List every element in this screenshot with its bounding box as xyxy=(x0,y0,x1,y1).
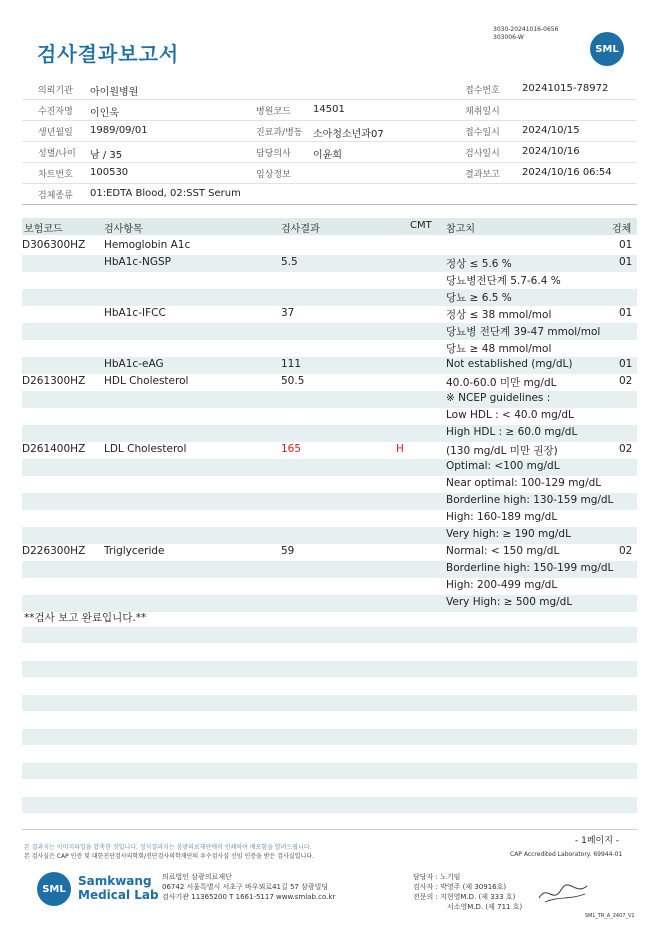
row-item: HbA1c-NGSP xyxy=(104,256,171,268)
row-code: D261300HZ xyxy=(22,375,86,387)
row-spec: 02 xyxy=(619,545,633,557)
tester-label: 검사자 : xyxy=(413,883,438,891)
empty-row-shade xyxy=(22,695,637,711)
report-code-1: 3030-20241016-0656 xyxy=(493,26,559,33)
row-item: LDL Cholesterol xyxy=(104,443,187,455)
info-row-2 xyxy=(22,100,637,121)
test-date-label: 검사일시 xyxy=(465,149,500,159)
lab-address: 06742 서울특별시 서초구 바우뫼로41길 57 삼광빌딩 xyxy=(162,883,329,891)
lab-name-line2: Medical Lab xyxy=(78,888,159,902)
row-code: D306300HZ xyxy=(22,239,86,251)
empty-row-shade xyxy=(22,797,637,813)
col-spec: 검체 xyxy=(612,224,632,235)
lab-address-block xyxy=(162,872,335,902)
col-cmt: CMT xyxy=(410,220,432,231)
row-ref: ※ NCEP guidelines : xyxy=(446,392,551,404)
row-ref: Borderline high: 130-159 mg/dL xyxy=(446,494,614,506)
staff-label: 담당자 : xyxy=(413,873,438,881)
hospital-code-value: 14501 xyxy=(313,104,345,115)
row-ref: High: 160-189 mg/dL xyxy=(446,511,558,523)
receipt-no-value: 20241015-78972 xyxy=(522,83,609,94)
row-spec: 02 xyxy=(619,375,633,387)
col-code: 보험코드 xyxy=(24,224,63,235)
signature xyxy=(535,878,595,908)
col-ref: 참고치 xyxy=(446,224,475,235)
lab-name-line1: Samkwang xyxy=(78,874,152,888)
tester-name: 박영주 (제 30916호) xyxy=(440,883,507,891)
row-ref: 정상 ≤ 38 mmol/mol xyxy=(446,309,552,321)
row-ref: 당뇨병전단계 5.7-6.4 % xyxy=(446,275,561,287)
institution-label: 의뢰기관 xyxy=(38,86,73,96)
row-item: Hemoglobin A1c xyxy=(104,239,191,251)
test-date-value: 2024/10/16 xyxy=(522,146,580,157)
org-name: 의료법인 삼광의료재단 xyxy=(162,873,232,881)
row-ref: Near optimal: 100-129 mg/dL xyxy=(446,477,602,489)
receipt-date-label: 접수일시 xyxy=(465,128,500,138)
row-item: HbA1c-IFCC xyxy=(104,307,166,319)
receipt-no-label: 접수번호 xyxy=(465,86,500,96)
chart-label: 차트번호 xyxy=(38,170,73,180)
info-row-6 xyxy=(22,184,637,205)
form-code: SML_TR_A_2407_V1 xyxy=(585,913,635,919)
row-code: D261400HZ xyxy=(22,443,86,455)
specialist-1: 지현영M.D. (제 333 호) xyxy=(440,893,516,901)
row-ref: Low HDL : < 40.0 mg/dL xyxy=(446,409,574,421)
specimen-value: 01:EDTA Blood, 02:SST Serum xyxy=(90,188,241,199)
specimen-label: 검체종류 xyxy=(38,191,73,201)
row-ref: Borderline high: 150-199 mg/dL xyxy=(446,562,614,574)
row-spec: 02 xyxy=(619,443,633,455)
empty-row-shade xyxy=(22,763,637,779)
row-item: Triglyceride xyxy=(104,545,165,557)
row-ref: Not established (mg/dL) xyxy=(446,358,573,370)
lab-registration: 검사기관 11365200 T 1661-5117 www.smlab.co.kr xyxy=(162,893,336,901)
row-result: 37 xyxy=(281,307,295,319)
row-shade xyxy=(22,289,637,306)
row-result: 59 xyxy=(281,545,295,557)
specialist-2: 서소영M.D. (제 711 호) xyxy=(447,903,523,911)
report-date-value: 2024/10/16 06:54 xyxy=(522,167,612,178)
row-result: 50.5 xyxy=(281,375,305,387)
row-ref: 정상 ≤ 5.6 % xyxy=(446,258,512,270)
row-ref: 당뇨 ≥ 48 mmol/mol xyxy=(446,343,552,355)
report-date-label: 결과보고 xyxy=(465,170,500,180)
row-ref: High: 200-499 mg/dL xyxy=(446,579,558,591)
row-spec: 01 xyxy=(619,239,633,251)
footer-logo-icon: SML xyxy=(37,872,71,906)
institution-value: 아이원병원 xyxy=(90,87,139,98)
report-codes xyxy=(493,26,558,42)
footer-divider xyxy=(22,829,637,830)
info-row-5 xyxy=(22,163,637,184)
info-row-3 xyxy=(22,121,637,142)
footer-note-1: 본 결과지는 이미지파일을 압축한 것입니다. 정식결과지는 삼광의료재단에서 인쇄하여 배포함을 알려드립니다. xyxy=(24,844,312,851)
row-ref: High HDL : ≥ 60.0 mg/dL xyxy=(446,426,578,438)
empty-row-shade xyxy=(22,627,637,643)
collect-date-label: 채취일시 xyxy=(465,107,500,117)
row-ref: Optimal: <100 mg/dL xyxy=(446,460,560,472)
doctor-value: 이윤희 xyxy=(313,150,342,161)
info-row-4 xyxy=(22,142,637,163)
lab-name xyxy=(78,874,159,902)
birth-label: 생년월일 xyxy=(38,128,73,138)
row-spec: 01 xyxy=(619,307,633,319)
staff-name: 노기임 xyxy=(440,873,461,881)
sex-age-label: 성별/나이 xyxy=(38,149,76,159)
page-number: - 1페이지 - xyxy=(575,836,620,846)
row-ref: Very High: ≥ 500 mg/dL xyxy=(446,596,573,608)
hospital-code-label: 병원코드 xyxy=(256,107,291,117)
row-ref: (130 mg/dL 미만 권장) xyxy=(446,445,558,457)
dept-label: 진료과/병동 xyxy=(256,128,303,138)
row-spec: 01 xyxy=(619,256,633,268)
chart-value: 100530 xyxy=(90,167,129,178)
info-row-1 xyxy=(22,79,637,100)
row-result: 5.5 xyxy=(281,256,298,268)
page-title: 검사결과보고서 xyxy=(37,42,180,66)
footer-note-2: 본 검사실은 CAP 인증 및 대한진단검사의학회/진단검사의학재단의 우수검사실 신임 인증을 받은 검사실입니다. xyxy=(24,853,314,860)
row-item: HbA1c-eAG xyxy=(104,358,164,370)
row-ref: Normal: < 150 mg/dL xyxy=(446,545,560,557)
staff-block xyxy=(413,872,522,912)
row-cmt: H xyxy=(396,443,404,455)
specialist-label: 전문의 : xyxy=(413,893,438,901)
empty-row-shade xyxy=(22,729,637,745)
cap-accreditation: CAP Accredited Laboratory. 69944-01 xyxy=(510,851,623,858)
col-item: 검사항목 xyxy=(104,224,143,235)
receipt-date-value: 2024/10/15 xyxy=(522,125,580,136)
clinical-label: 임상정보 xyxy=(256,170,291,180)
patient-label: 수진자명 xyxy=(38,107,73,117)
row-spec: 01 xyxy=(619,358,633,370)
patient-value: 이인욱 xyxy=(90,108,119,119)
report-code-2: 303006-W xyxy=(493,34,524,41)
doctor-label: 담당의사 xyxy=(256,149,291,159)
row-ref: Very high: ≥ 190 mg/dL xyxy=(446,528,571,540)
row-result: 111 xyxy=(281,358,302,370)
col-result: 검사결과 xyxy=(281,224,320,235)
row-ref: 40.0-60.0 미만 mg/dL xyxy=(446,377,557,389)
results-table-header xyxy=(22,218,637,235)
sex-age-value: 남 / 35 xyxy=(90,150,123,161)
birth-value: 1989/09/01 xyxy=(90,125,148,136)
row-item: HDL Cholesterol xyxy=(104,375,189,387)
logo-text: SML xyxy=(595,43,619,55)
row-code: D226300HZ xyxy=(22,545,86,557)
row-ref: 당뇨병 전단계 39-47 mmol/mol xyxy=(446,326,601,338)
row-ref: 당뇨 ≥ 6.5 % xyxy=(446,292,512,304)
row-result: 165 xyxy=(281,443,302,455)
sml-logo xyxy=(590,32,624,66)
dept-value: 소아청소년과07 xyxy=(313,129,384,140)
report-complete-note: **검사 보고 완료입니다.** xyxy=(24,612,147,624)
empty-row-shade xyxy=(22,661,637,677)
